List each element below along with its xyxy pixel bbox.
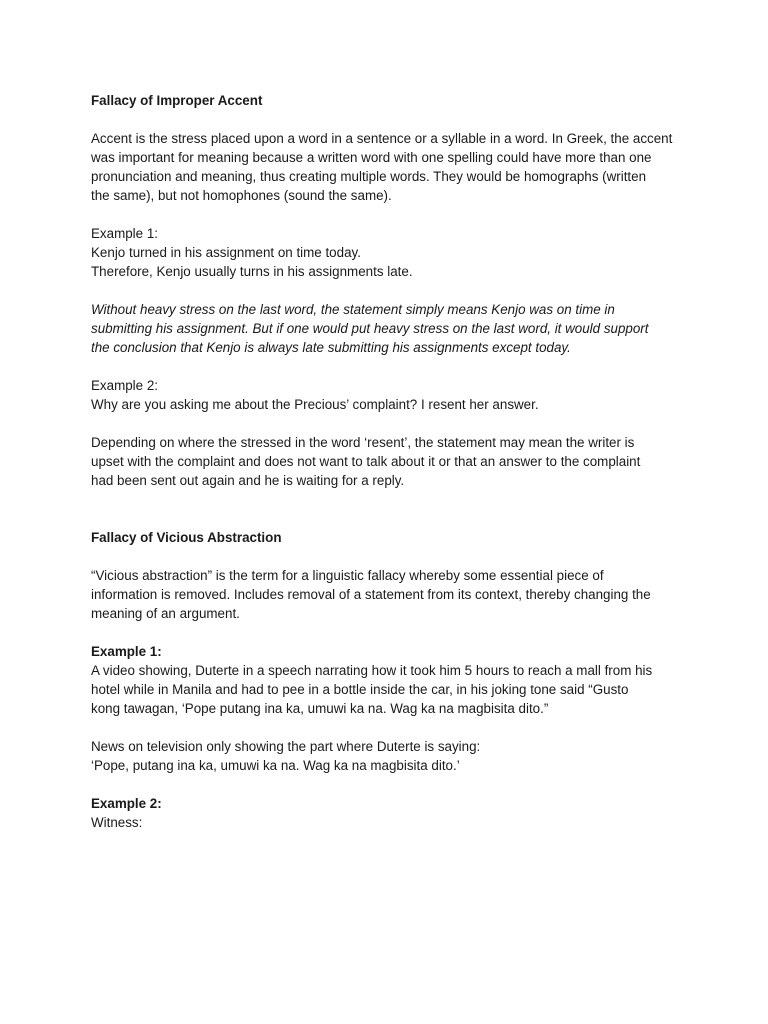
text-line: was important for meaning because a written word with one spelling could have more than one <box>91 150 652 165</box>
example-label: Example 1: <box>91 226 158 241</box>
text-line: hotel while in Manila and had to pee in a bottle inside the car, in his joking tone said “Gusto <box>91 682 629 697</box>
document-page <box>91 91 691 832</box>
example-2-explanation <box>91 433 691 490</box>
text-line: Therefore, Kenjo usually turns in his assignments late. <box>91 264 413 279</box>
text-line: News on television only showing the part where Duterte is saying: <box>91 739 481 754</box>
example-1-explanation <box>91 300 691 357</box>
section-title-improper-accent: Fallacy of Improper Accent <box>91 93 263 108</box>
example-1-abstraction <box>91 642 691 718</box>
section-title-vicious-abstraction: Fallacy of Vicious Abstraction <box>91 530 282 545</box>
text-line: had been sent out again and he is waiting for a reply. <box>91 473 405 488</box>
text-line: Without heavy stress on the last word, the statement simply means Kenjo was on time in <box>91 302 615 317</box>
text-line: ‘Pope, putang ina ka, umuwi ka na. Wag ka na magbisita dito.’ <box>91 758 460 773</box>
text-line: Kenjo turned in his assignment on time today. <box>91 245 361 260</box>
paragraph-accent-definition <box>91 129 691 205</box>
example-label: Example 1: <box>91 644 162 659</box>
example-2-abstraction <box>91 794 691 832</box>
text-line: submitting his assignment. But if one would put heavy stress on the last word, it would support <box>91 321 649 336</box>
text-line: Why are you asking me about the Precious’ complaint? I resent her answer. <box>91 397 539 412</box>
text-line: upset with the complaint and does not want to talk about it or that an answer to the complaint <box>91 454 641 469</box>
example-label: Example 2: <box>91 796 162 811</box>
text-line: the conclusion that Kenjo is always late submitting his assignments except today. <box>91 340 571 355</box>
text-line: “Vicious abstraction” is the term for a linguistic fallacy whereby some essential piece of <box>91 568 604 583</box>
text-line: kong tawagan, ‘Pope putang ina ka, umuwi ka na. Wag ka na magbisita dito.” <box>91 701 549 716</box>
text-line: Witness: <box>91 815 143 830</box>
example-label: Example 2: <box>91 378 158 393</box>
text-line: Accent is the stress placed upon a word in a sentence or a syllable in a word. In Greek, the accent <box>91 131 673 146</box>
example-1-news <box>91 737 691 775</box>
text-line: meaning of an argument. <box>91 606 240 621</box>
example-1-accent <box>91 224 691 281</box>
text-line: pronunciation and meaning, thus creating multiple words. They would be homographs (written <box>91 169 647 184</box>
paragraph-abstraction-definition <box>91 566 691 623</box>
text-line: the same), but not homophones (sound the same). <box>91 188 392 203</box>
example-2-accent <box>91 376 691 414</box>
text-line: Depending on where the stressed in the word ‘resent’, the statement may mean the writer is <box>91 435 635 450</box>
text-line: A video showing, Duterte in a speech narrating how it took him 5 hours to reach a mall from his <box>91 663 653 678</box>
text-line: information is removed. Includes removal of a statement from its context, thereby changing the <box>91 587 651 602</box>
